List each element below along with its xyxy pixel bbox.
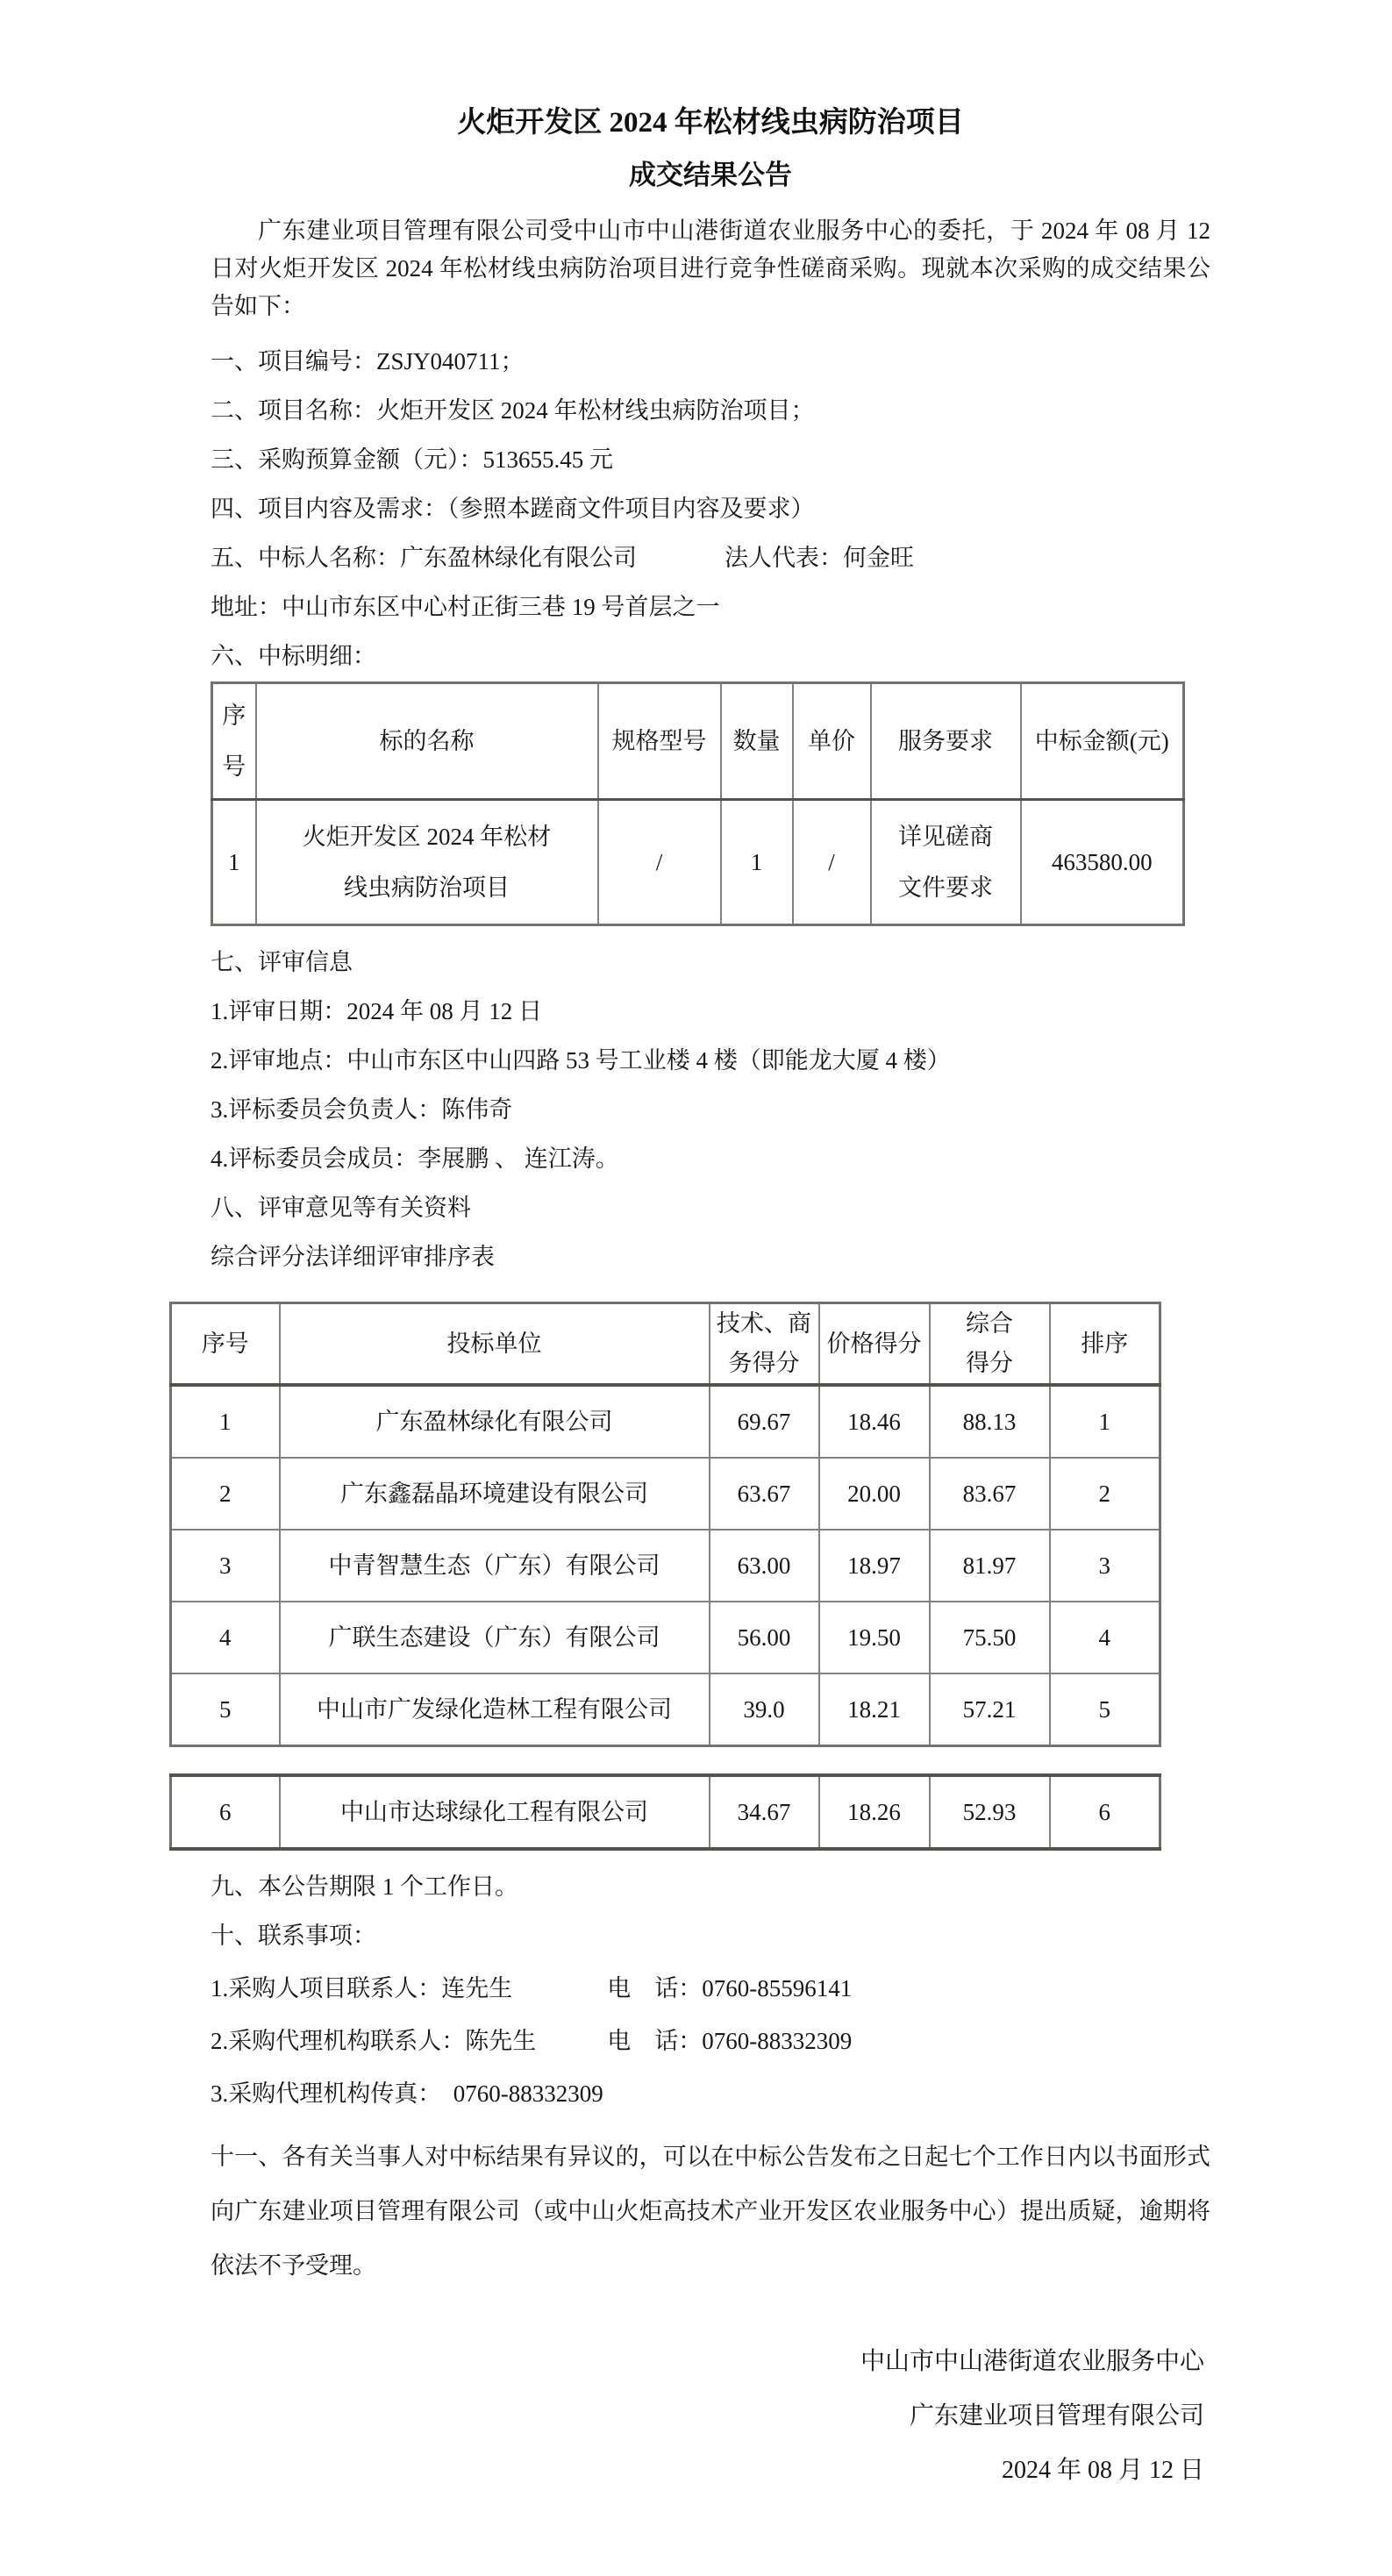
table-cell: 39.0 bbox=[710, 1673, 819, 1746]
legal-representative: 法人代表：何金旺 bbox=[725, 545, 914, 571]
table-cell: 4 bbox=[1050, 1602, 1160, 1673]
table-cell: / bbox=[598, 800, 721, 925]
item-winner bbox=[211, 545, 1210, 571]
header-cell-seq: 序号 bbox=[212, 683, 256, 800]
table-cell: 5 bbox=[171, 1673, 280, 1746]
table-cell: 5 bbox=[1050, 1673, 1160, 1746]
table-cell: 56.00 bbox=[710, 1602, 819, 1673]
item-content-requirements: 四、项目内容及需求：（参照本蹉商文件项目内容及要求） bbox=[211, 496, 815, 522]
header-cell-amount: 中标金额(元) bbox=[1021, 683, 1184, 800]
table-cell: 1 bbox=[721, 800, 793, 925]
score-table bbox=[169, 1302, 1161, 1747]
header-cell-unit-price: 单价 bbox=[793, 683, 871, 800]
table-cell: 1 bbox=[1050, 1385, 1160, 1458]
contact-purchaser: 1.采购人项目联系人：连先生 电 话：0760-85596141 bbox=[211, 1975, 853, 2002]
header-cell-bidder: 投标单位 bbox=[280, 1303, 710, 1386]
table-cell: 广东鑫磊晶环境建设有限公司 bbox=[280, 1458, 710, 1530]
page-subtitle: 成交结果公告 bbox=[629, 160, 792, 190]
item-budget: 三、采购预算金额（元）：513655.45 元 bbox=[211, 446, 613, 473]
item-award-details-heading: 六、中标明细： bbox=[211, 643, 376, 669]
header-cell-subject: 标的名称 bbox=[256, 683, 598, 800]
table-cell: 中青智慧生态（广东）有限公司 bbox=[280, 1530, 710, 1602]
review-date: 1.评审日期：2024 年 08 月 12 日 bbox=[211, 998, 542, 1024]
header-cell-seq: 序号 bbox=[171, 1303, 280, 1386]
intro-paragraph: 广东建业项目管理有限公司受中山市中山港街道农业服务中心的委托，于 2024 年 08 月 12 日对火炬开发区 2024 年松材线虫病防治项目进行竞争性磋商采购。现就本次采购的成交结果公告如下： bbox=[211, 218, 1210, 319]
table-row bbox=[171, 1673, 1160, 1746]
review-opinion-heading: 八、评审意见等有关资料 bbox=[211, 1195, 471, 1221]
contact-heading: 十、联系事项： bbox=[211, 1923, 376, 1949]
table-cell: 中山市广发绿化造林工程有限公司 bbox=[280, 1673, 710, 1746]
table-cell: 18.21 bbox=[819, 1673, 930, 1746]
header-cell-tech-score: 技术、商务得分 bbox=[710, 1303, 819, 1386]
review-committee-leader: 3.评标委员会负责人：陈伟奇 bbox=[211, 1096, 513, 1123]
award-table-header-row bbox=[212, 683, 1184, 800]
table-row bbox=[212, 800, 1184, 925]
table-cell: 广东盈林绿化有限公司 bbox=[280, 1385, 710, 1458]
score-table-caption: 综合评分法详细评审排序表 bbox=[211, 1244, 495, 1270]
table-cell: / bbox=[793, 800, 871, 925]
table-row bbox=[171, 1458, 1160, 1530]
table-cell: 57.21 bbox=[930, 1673, 1050, 1746]
score-table-continuation bbox=[169, 1773, 1161, 1851]
header-cell-service: 服务要求 bbox=[871, 683, 1021, 800]
contact-agency: 2.采购代理机构联系人：陈先生 电 话：0760-88332309 bbox=[211, 2028, 853, 2054]
award-table bbox=[211, 681, 1185, 926]
header-cell-spec: 规格型号 bbox=[598, 683, 721, 800]
table-cell: 20.00 bbox=[819, 1458, 930, 1530]
table-row bbox=[171, 1385, 1160, 1458]
table-cell: 463580.00 bbox=[1021, 800, 1184, 925]
table-cell: 2 bbox=[1050, 1458, 1160, 1530]
item-winner-address: 地址：中山市东区中心村正街三巷 19 号首层之一 bbox=[211, 594, 720, 620]
table-cell: 中山市达球绿化工程有限公司 bbox=[280, 1775, 710, 1849]
table-cell bbox=[256, 800, 598, 925]
table-cell: 83.67 bbox=[930, 1458, 1050, 1530]
table-row bbox=[171, 1602, 1160, 1673]
notice-period: 九、本公告期限 1 个工作日。 bbox=[211, 1873, 518, 1900]
table-cell: 19.50 bbox=[819, 1602, 930, 1673]
review-committee-members: 4.评标委员会成员：李展鹏 、 连江涛。 bbox=[211, 1145, 619, 1172]
header-cell-qty: 数量 bbox=[721, 683, 793, 800]
table-cell bbox=[871, 800, 1021, 925]
table-cell: 18.46 bbox=[819, 1385, 930, 1458]
service-requirement-text: 详见磋商文件要求 bbox=[898, 824, 993, 901]
review-location: 2.评审地点：中山市东区中山四路 53 号工业楼 4 楼（即能龙大厦 4 楼） bbox=[211, 1047, 951, 1074]
table-cell: 34.67 bbox=[710, 1775, 819, 1849]
item-project-number: 一、项目编号：ZSJY040711； bbox=[211, 348, 525, 375]
header-cell-composite-score: 综合得分 bbox=[930, 1303, 1050, 1386]
table-cell: 52.93 bbox=[930, 1775, 1050, 1849]
table-row bbox=[171, 1530, 1160, 1602]
signature-block bbox=[211, 2335, 1210, 2498]
table-cell: 6 bbox=[1050, 1775, 1160, 1849]
winner-name: 五、中标人名称：广东盈林绿化有限公司 bbox=[211, 545, 637, 571]
table-cell: 3 bbox=[171, 1530, 280, 1602]
table-cell: 6 bbox=[171, 1775, 280, 1849]
subject-name-text: 火炬开发区 2024 年松材线虫病防治项目 bbox=[302, 824, 552, 901]
page-title: 火炬开发区 2024 年松材线虫病防治项目 bbox=[457, 107, 964, 139]
table-cell: 63.67 bbox=[710, 1458, 819, 1530]
review-heading: 七、评审信息 bbox=[211, 949, 353, 975]
table-cell: 75.50 bbox=[930, 1602, 1050, 1673]
signature-org-agency: 广东建业项目管理有限公司 bbox=[909, 2402, 1204, 2430]
signature-org-purchaser: 中山市中山港街道农业服务中心 bbox=[860, 2348, 1204, 2375]
table-cell: 18.97 bbox=[819, 1530, 930, 1602]
table-cell: 18.26 bbox=[819, 1775, 930, 1849]
table-cell: 69.67 bbox=[710, 1385, 819, 1458]
header-cell-rank: 排序 bbox=[1050, 1303, 1160, 1386]
table-cell: 1 bbox=[212, 800, 256, 925]
table-cell: 2 bbox=[171, 1458, 280, 1530]
table-cell: 63.00 bbox=[710, 1530, 819, 1602]
score-table-header-row bbox=[171, 1303, 1160, 1386]
table-cell: 4 bbox=[171, 1602, 280, 1673]
table-cell: 3 bbox=[1050, 1530, 1160, 1602]
table-cell: 广联生态建设（广东）有限公司 bbox=[280, 1602, 710, 1673]
table-cell: 81.97 bbox=[930, 1530, 1050, 1602]
signature-date: 2024 年 08 月 12 日 bbox=[1001, 2457, 1204, 2484]
contact-agency-fax: 3.采购代理机构传真： 0760-88332309 bbox=[211, 2080, 603, 2107]
header-cell-price-score: 价格得分 bbox=[819, 1303, 930, 1386]
table-cell: 1 bbox=[171, 1385, 280, 1458]
item-project-name: 二、项目名称：火炬开发区 2024 年松材线虫病防治项目； bbox=[211, 397, 815, 424]
objection-paragraph: 十一、各有关当事人对中标结果有异议的，可以在中标公告发布之日起七个工作日内以书面形式向广东建业项目管理有限公司（或中山火炬高技术产业开发区农业服务中心）提出质疑，逾期将依法不予受理。 bbox=[211, 2144, 1210, 2279]
table-cell: 88.13 bbox=[930, 1385, 1050, 1458]
table-row bbox=[171, 1775, 1160, 1849]
